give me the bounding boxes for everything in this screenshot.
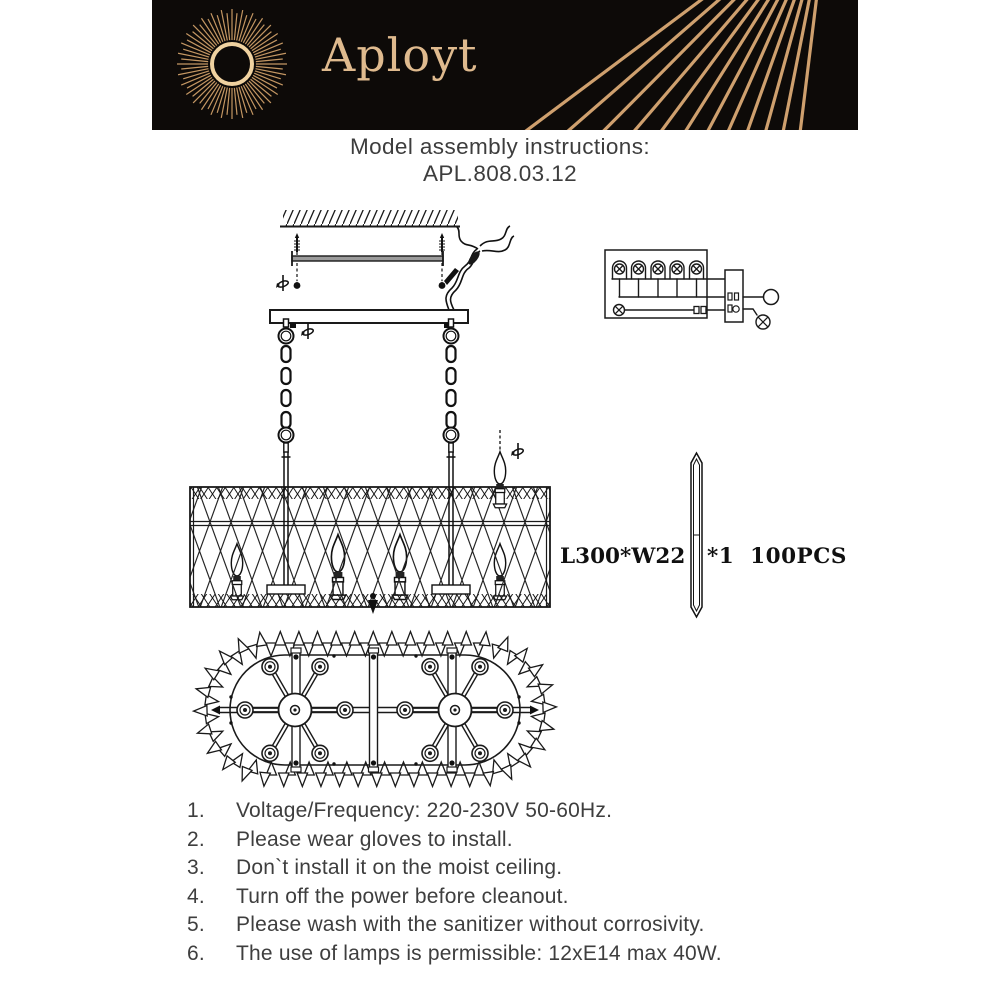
- rotate-hook-icon: [301, 323, 314, 339]
- instruction-text: Don`t install it on the moist ceiling.: [236, 856, 563, 880]
- rotate-bulb-icon: [511, 443, 524, 459]
- mounting-bar: [292, 256, 443, 261]
- instruction-item: [187, 797, 867, 826]
- model-number: APL.808.03.12: [422, 161, 578, 186]
- instruction-number: 5.: [187, 913, 205, 937]
- instruction-number: 6.: [187, 941, 205, 965]
- crystal-piece: [691, 453, 702, 617]
- instruction-number: 4.: [187, 884, 205, 908]
- instruction-number: 3.: [187, 856, 205, 880]
- crystal-qty-label: *1 100PCS: [707, 544, 847, 569]
- insert-arrow: [444, 268, 459, 285]
- brand-wordmark: Aployt: [322, 28, 478, 82]
- instruction-item: [187, 883, 867, 912]
- instruction-text: Please wear gloves to install.: [236, 827, 513, 851]
- title-line1: Model assembly instructions:: [349, 134, 651, 159]
- canopy-plate: [270, 310, 468, 323]
- instructions-list: [187, 797, 867, 969]
- rotate-screw-icon: [276, 275, 289, 291]
- wire-connector: [444, 226, 514, 310]
- instruction-text: Turn off the power before cleanout.: [236, 884, 569, 908]
- lamp-symbols: [613, 261, 771, 329]
- wiring-diagram: [605, 250, 779, 329]
- instruction-number: 2.: [187, 827, 205, 851]
- instruction-number: 1.: [187, 799, 205, 822]
- instruction-item: [187, 911, 867, 940]
- instruction-item: [187, 826, 867, 855]
- neutral-terminal: [764, 290, 779, 305]
- crystal-size-label: L300*W22: [560, 544, 686, 569]
- instruction-item: [187, 854, 867, 883]
- chandelier-side-view: [190, 319, 550, 614]
- chandelier-bottom-view: [194, 632, 557, 787]
- instruction-item: [187, 940, 867, 969]
- instruction-text: Please wash with the sanitizer without corrosivity.: [236, 913, 705, 937]
- ceiling-mount-diagram: [270, 210, 514, 339]
- instruction-text: The use of lamps is permissible: 12xE14 max 40W.: [236, 941, 722, 965]
- ceiling-hatch: [283, 210, 458, 226]
- instruction-text: Voltage/Frequency: 220-230V 50-60Hz.: [236, 799, 613, 822]
